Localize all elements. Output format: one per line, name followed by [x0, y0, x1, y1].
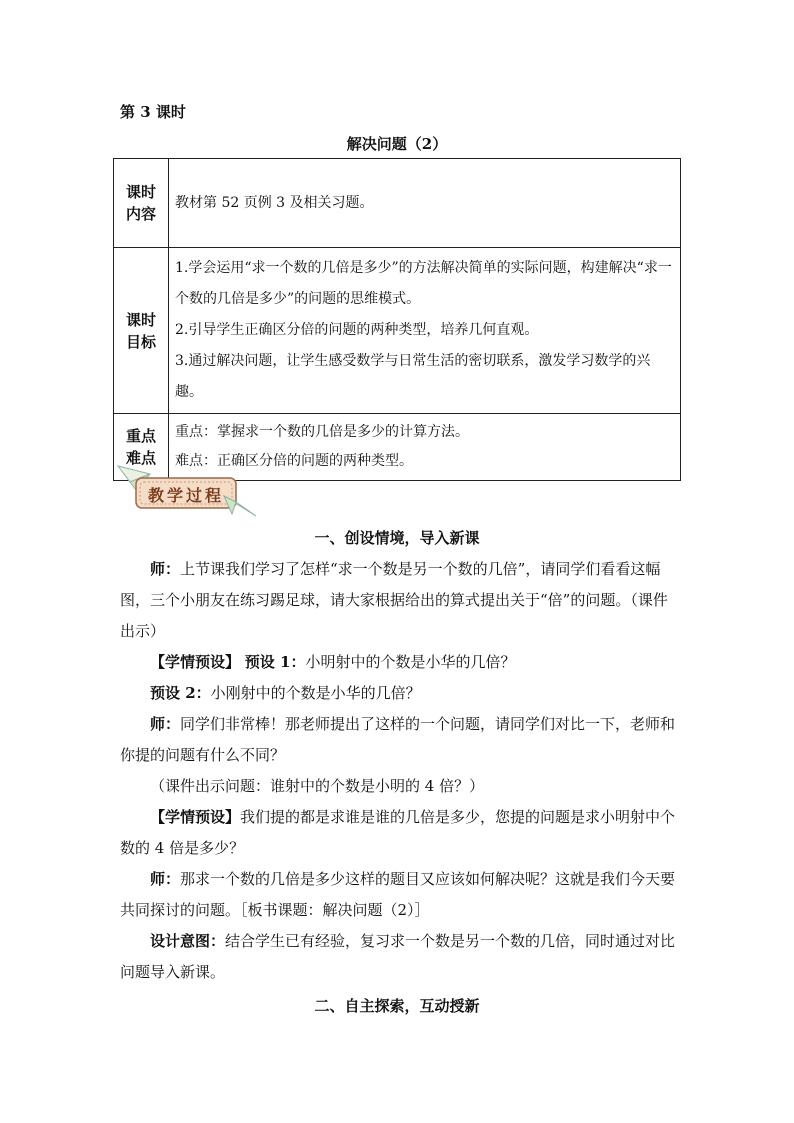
row-goals-text: [169, 248, 681, 414]
key-point-item: 重点：掌握求一个数的几倍是多少的计算方法。: [175, 424, 469, 440]
row-head-key-points: 重点 难点: [114, 414, 169, 481]
preset-label: 【学情预设】: [150, 653, 241, 671]
preset-1-label: 预设 1：: [244, 653, 306, 671]
row-head-content: 课时 内容: [114, 159, 169, 248]
paragraph-teacher-3: 师：那求一个数的几倍是多少这样的题目又应该如何解决呢？这就是我们今天要共同探讨的问题。［板书课题：解决问题（2）］: [120, 870, 676, 919]
row-head-goals: 课时 目标: [114, 248, 169, 414]
paragraph-preset-2: 预设 2：小刚射中的个数是小华的几倍？: [150, 684, 421, 702]
paragraph-courseware-question: （课件出示问题：谁射中的个数是小明的 4 倍？）: [150, 777, 485, 795]
paragraph-design-intent: 设计意图：结合学生已有经验，复习求一个数是另一个数的几倍，同时通过对比问题导入新课。: [120, 932, 676, 981]
banner-label: 教学过程: [147, 486, 224, 505]
teaching-process-banner: [116, 462, 258, 520]
paragraph-preset-1: 【学情预设】 预设 1：小明射中的个数是小华的几倍？: [150, 653, 516, 671]
table-row-content: [114, 159, 681, 248]
paragraph-preset-3: 【学情预设】我们提的都是求谁是谁的几倍是多少，您提的问题是求小明射中个数的 4 倍是多少？: [120, 808, 676, 857]
paragraph-teacher-2: 师：同学们非常棒！那老师提出了这样的一个问题，请同学们对比一下，老师和你提的问题有什么不同？: [120, 715, 676, 764]
difficult-point-item: 难点：正确区分倍的问题的两种类型。: [175, 453, 413, 469]
preset-label: 【学情预设】: [150, 808, 241, 826]
goal-item-2: 2.引导学生正确区分倍的问题的两种类型，培养几何直观。: [175, 322, 539, 338]
speaker-label: 师：: [150, 560, 181, 578]
page-title: 解决问题（2）: [346, 135, 448, 153]
table-row-goals: [114, 248, 681, 414]
lesson-number: 第 3 课时: [120, 103, 186, 121]
section-heading-1: 一、创设情境，导入新课: [314, 529, 480, 547]
goal-item-1: 1.学会运用“求一个数的几倍是多少”的方法解决简单的实际问题，构建解决“求一个数的几倍是多少”的问题的思维模式。: [175, 260, 672, 307]
section-heading-2: 二、自主探索，互动授新: [314, 997, 480, 1015]
goal-item-3: 3.通过解决问题，让学生感受数学与日常生活的密切联系，激发学习数学的兴趣。: [175, 353, 651, 400]
row-content-text: 教材第 52 页例 3 及相关习题。: [169, 159, 681, 248]
speaker-label: 师：: [150, 715, 181, 733]
lesson-info-table: [113, 158, 681, 481]
speaker-label: 师：: [150, 870, 181, 888]
preset-2-label: 预设 2：: [150, 684, 211, 702]
design-intent-label: 设计意图：: [150, 932, 226, 950]
paragraph-teacher-1: 师：上节课我们学习了怎样“求一个数是另一个数的几倍”，请同学们看看这幅图，三个小朋友在练习踢足球，请大家根据给出的算式提出关于“倍”的问题。（课件出示）: [120, 560, 668, 640]
